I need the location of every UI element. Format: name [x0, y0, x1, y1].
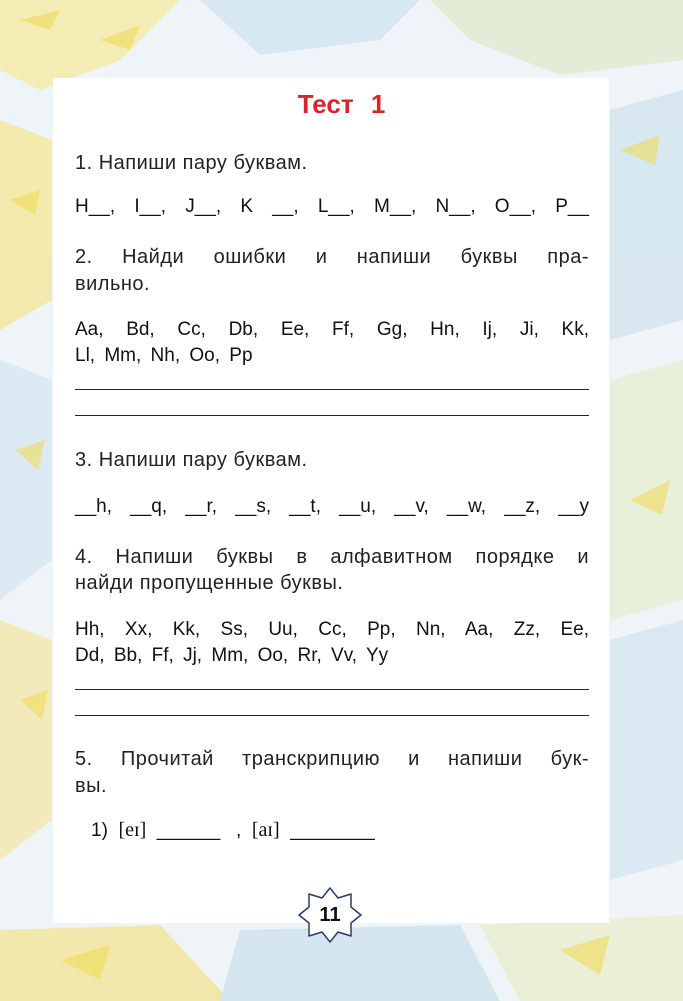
task-5-prompt-line-2: вы. [75, 775, 108, 797]
answer-line[interactable] [75, 715, 589, 716]
separator-comma: , [236, 820, 242, 841]
item-number: 1) [91, 820, 108, 841]
page-number: 11 [319, 904, 341, 926]
page-number-badge [297, 886, 363, 944]
task-1-letters: H__, I__, J__, K __, L__, M__, N__, O__, P__ [75, 196, 589, 217]
task-2-prompt-line-1: 2. Найди ошибки и напиши буквы пра- [75, 246, 589, 268]
answer-line[interactable] [75, 689, 589, 690]
task-3-letters: __h, __q, __r, __s, __t, __u, __v, __w, __z, __y [75, 496, 589, 517]
page-title: Тест 1 [297, 89, 386, 119]
answer-blank-2[interactable]: ________ [290, 820, 375, 841]
transcription-1: [eɪ] [118, 819, 147, 841]
task-5-prompt-line-1: 5. Прочитай транскрипцию и напиши бук- [75, 748, 589, 770]
task-4-prompt-line-2: найди пропущенные буквы. [75, 572, 344, 594]
task-2-letters-line-2: Ll, Mm, Nh, Oo, Pp [75, 345, 253, 366]
task-4-letters-line-1: Hh, Xx, Kk, Ss, Uu, Cc, Pp, Nn, Aa, Zz, Ee, [75, 619, 589, 640]
answer-blank-1[interactable]: ______ [156, 820, 221, 841]
answer-line[interactable] [75, 415, 589, 416]
task-2-prompt-line-2: вильно. [75, 273, 151, 295]
task-2-letters-line-1: Aa, Bd, Cc, Db, Ee, Ff, Gg, Hn, Ij, Ji, Kk, [75, 319, 589, 340]
transcription-2: [aɪ] [251, 819, 280, 841]
task-5-transcription-row [91, 819, 375, 842]
task-3-prompt: 3. Напиши пару буквам. [75, 449, 308, 471]
task-1-prompt: 1. Напиши пару буквам. [75, 152, 308, 174]
task-4-prompt-line-1: 4. Напиши буквы в алфавитном порядке и [75, 546, 589, 568]
answer-line[interactable] [75, 389, 589, 390]
task-4-letters-line-2: Dd, Bb, Ff, Jj, Mm, Oo, Rr, Vv, Yy [75, 645, 389, 666]
